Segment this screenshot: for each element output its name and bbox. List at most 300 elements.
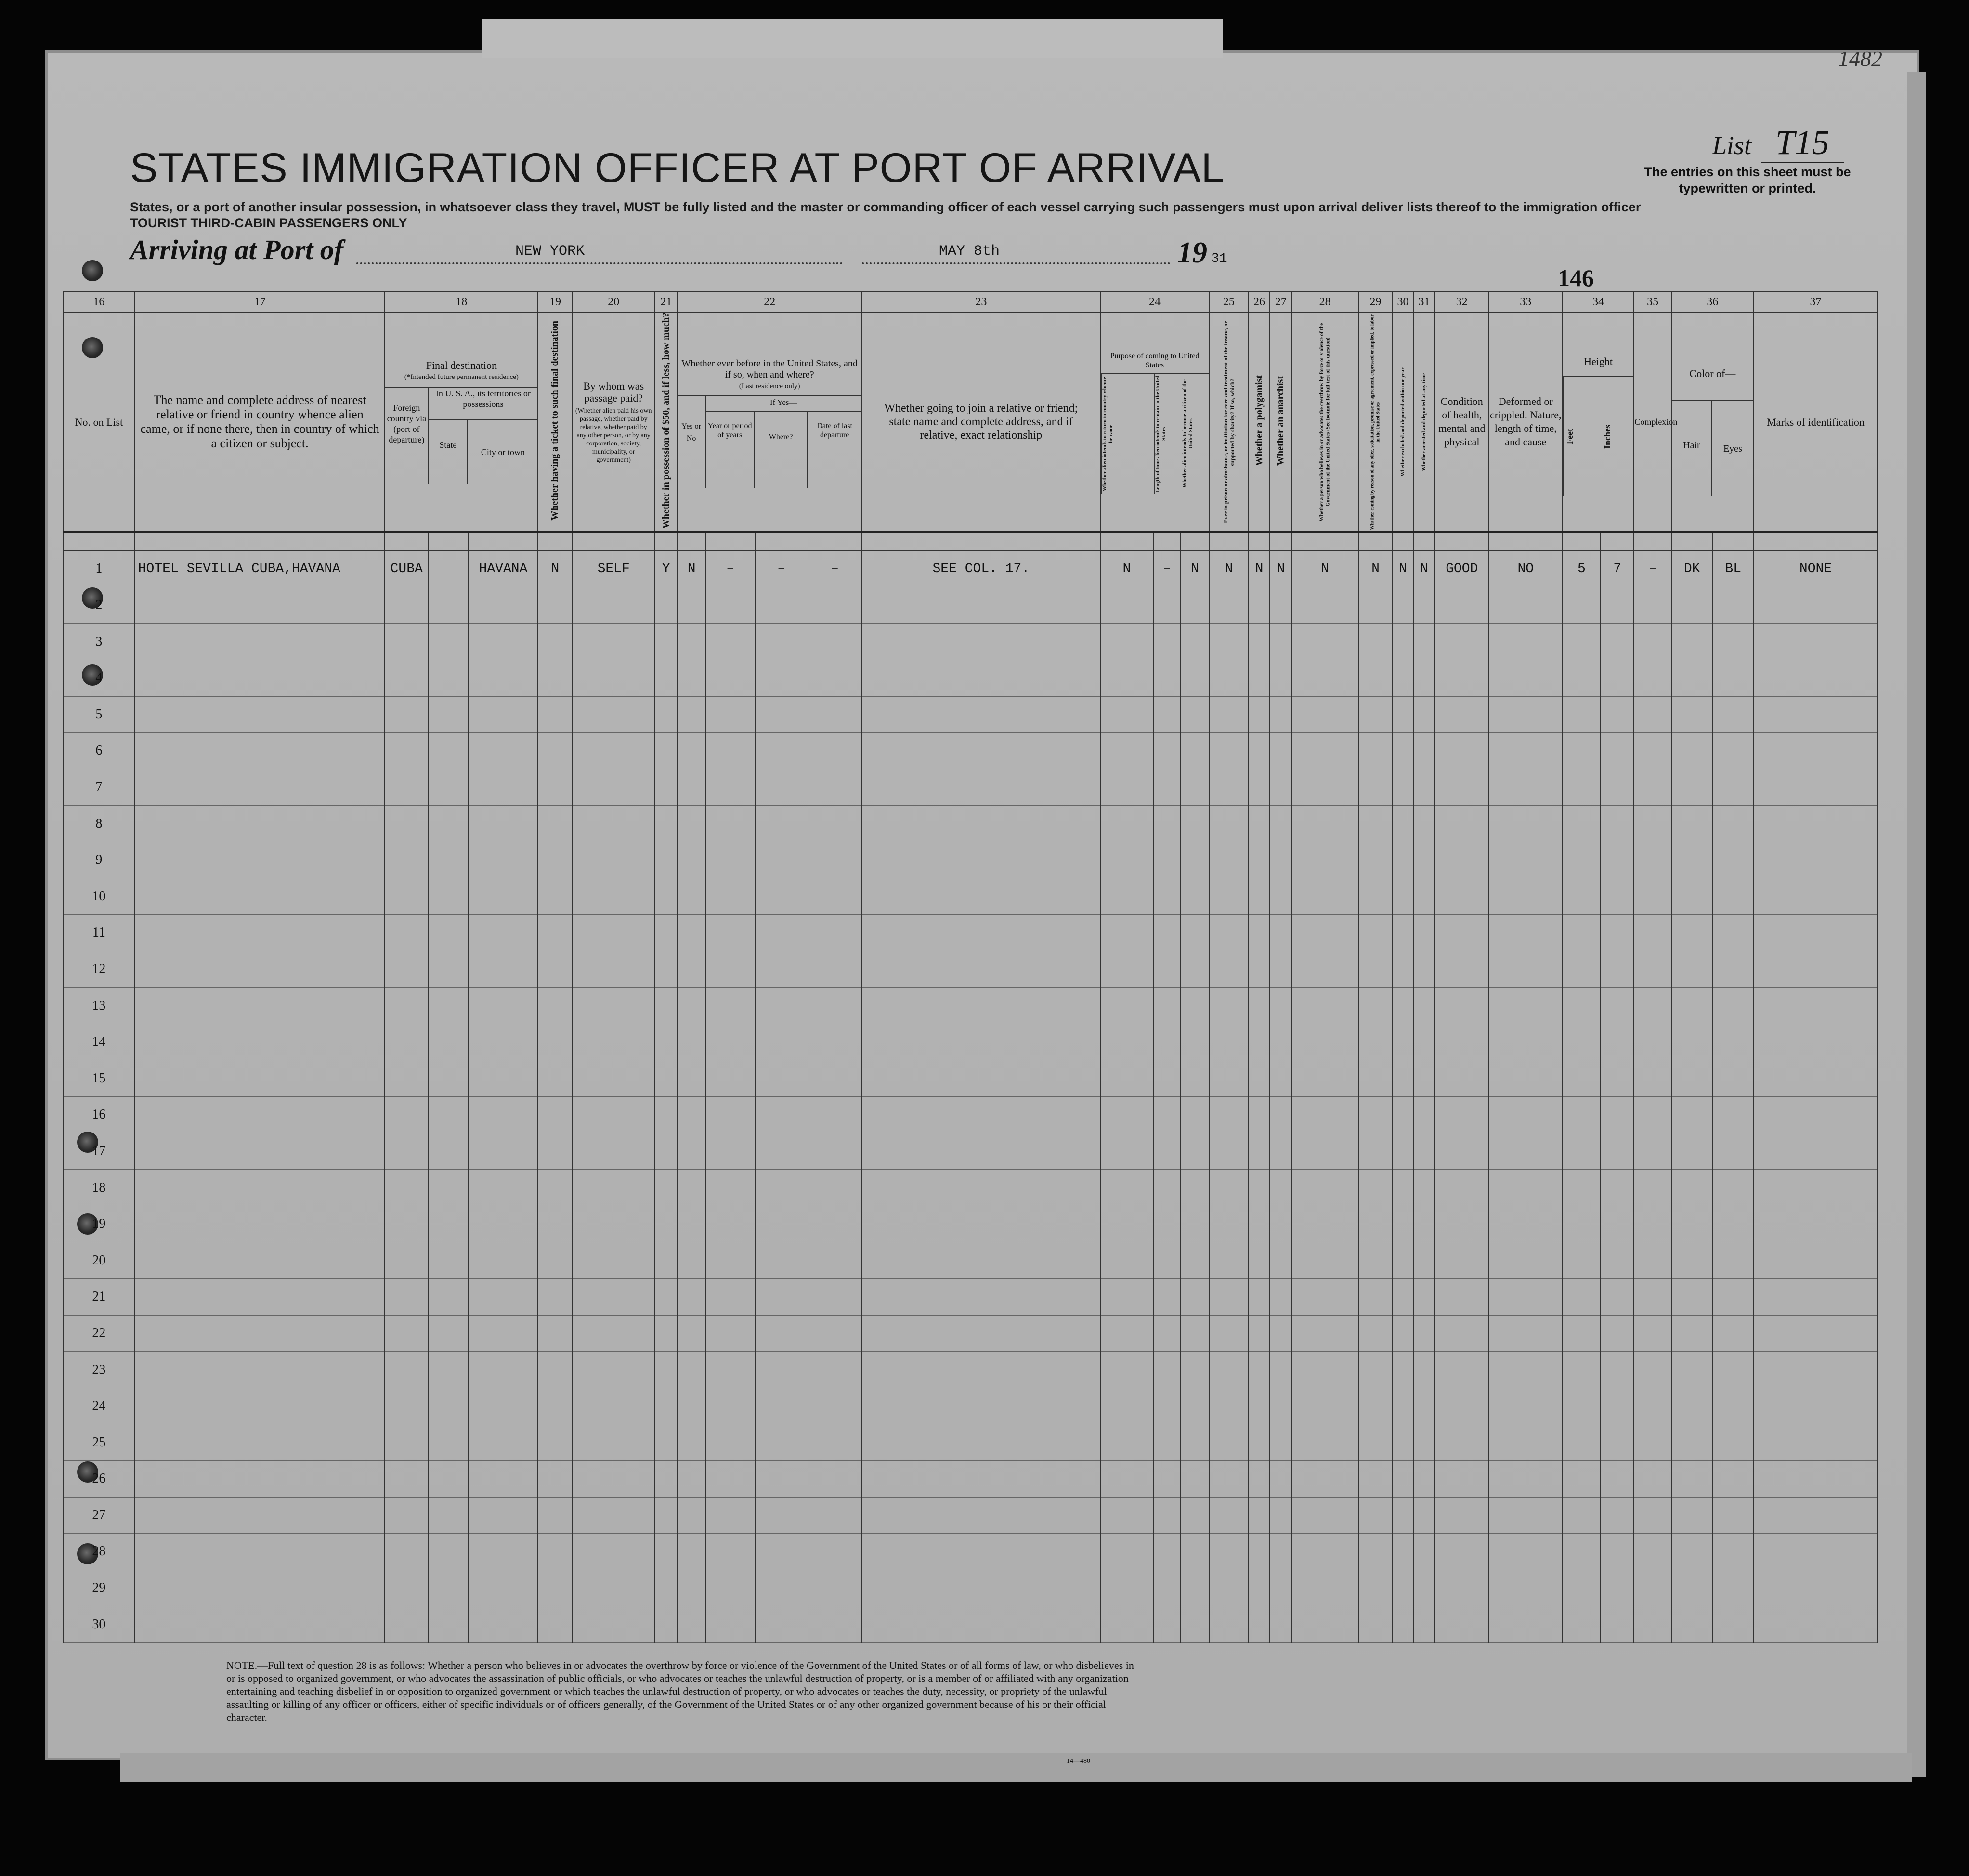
table-row bbox=[63, 1315, 1878, 1352]
empty-cell bbox=[428, 988, 469, 1024]
empty-cell bbox=[1270, 1460, 1291, 1497]
empty-cell bbox=[385, 1460, 428, 1497]
empty-cell bbox=[135, 988, 385, 1024]
empty-cell bbox=[808, 1315, 862, 1352]
empty-cell bbox=[1249, 1424, 1270, 1461]
empty-cell bbox=[1435, 1133, 1489, 1170]
empty-cell bbox=[573, 1170, 655, 1206]
empty-cell bbox=[385, 733, 428, 769]
header-purpose bbox=[1100, 312, 1209, 532]
col-number: 24 bbox=[1100, 292, 1209, 312]
empty-cell bbox=[862, 1133, 1100, 1170]
empty-cell bbox=[1435, 1388, 1489, 1424]
empty-cell bbox=[1100, 915, 1153, 951]
empty-cell bbox=[808, 1024, 862, 1060]
header-text: Whether excluded and deported within one year bbox=[1400, 367, 1406, 477]
empty-cell bbox=[655, 1170, 678, 1206]
empty-cell bbox=[1413, 951, 1435, 988]
empty-cell bbox=[1634, 1388, 1671, 1424]
empty-cell bbox=[1291, 624, 1358, 660]
empty-cell bbox=[1413, 1352, 1435, 1388]
empty-cell bbox=[1601, 1315, 1634, 1352]
empty-cell bbox=[1634, 1315, 1671, 1352]
empty-cell bbox=[469, 1206, 538, 1242]
empty-cell bbox=[538, 1170, 572, 1206]
empty-cell bbox=[538, 660, 572, 696]
empty-cell bbox=[1100, 1606, 1153, 1643]
ticket: N bbox=[538, 550, 572, 587]
empty-cell bbox=[1435, 733, 1489, 769]
empty-cell bbox=[573, 1606, 655, 1643]
empty-cell bbox=[1270, 1279, 1291, 1316]
empty-cell bbox=[1181, 1424, 1209, 1461]
empty-cell bbox=[1270, 1315, 1291, 1352]
empty-cell bbox=[1712, 1060, 1754, 1097]
header-prison bbox=[1209, 312, 1249, 532]
empty-cell bbox=[1209, 878, 1249, 915]
empty-cell bbox=[1489, 660, 1563, 696]
join-relative: SEE COL. 17. bbox=[862, 550, 1100, 587]
port-value: NEW YORK bbox=[515, 243, 585, 260]
empty-cell bbox=[1601, 988, 1634, 1024]
height-feet: 5 bbox=[1563, 550, 1601, 587]
empty-cell bbox=[1754, 1352, 1878, 1388]
header-text: Whether coming by reason of any offer, solicitation, promise or agreement, expressed or implied, to labor in the United States bbox=[1369, 314, 1381, 530]
empty-cell bbox=[1489, 1388, 1563, 1424]
empty-cell bbox=[1181, 878, 1209, 915]
empty-cell bbox=[1209, 733, 1249, 769]
empty-cell bbox=[1153, 988, 1181, 1024]
empty-cell bbox=[755, 1497, 808, 1534]
empty-cell bbox=[1712, 1315, 1754, 1352]
empty-cell bbox=[1634, 878, 1671, 915]
empty-cell bbox=[1712, 587, 1754, 624]
empty-cell bbox=[1601, 915, 1634, 951]
empty-cell bbox=[1270, 1206, 1291, 1242]
header-ticket bbox=[538, 312, 572, 532]
empty-cell bbox=[1489, 1060, 1563, 1097]
col-number: 18 bbox=[385, 292, 538, 312]
header-marks bbox=[1754, 312, 1878, 532]
empty-cell bbox=[1181, 1133, 1209, 1170]
empty-cell bbox=[1153, 878, 1181, 915]
empty-cell bbox=[706, 1279, 755, 1316]
empty-cell bbox=[1249, 1097, 1270, 1133]
column-number-row bbox=[63, 292, 1878, 312]
empty-cell bbox=[1489, 1206, 1563, 1242]
empty-cell bbox=[1100, 951, 1153, 988]
empty-cell bbox=[1563, 1024, 1601, 1060]
column-header-row bbox=[63, 312, 1878, 532]
col-number: 17 bbox=[135, 292, 385, 312]
empty-cell bbox=[678, 1534, 706, 1570]
empty-cell bbox=[706, 1242, 755, 1279]
header-text: Whether a person who believes in or advocates the overthrow by force or violence of the Government of the United States (See footnote for full text of this question) bbox=[1318, 323, 1331, 521]
table-row bbox=[63, 878, 1878, 915]
empty-cell bbox=[1291, 1606, 1358, 1643]
empty-cell bbox=[808, 1424, 862, 1461]
empty-cell bbox=[573, 1352, 655, 1388]
empty-cell bbox=[1413, 915, 1435, 951]
empty-cell bbox=[1393, 587, 1413, 624]
binder-hole bbox=[82, 260, 103, 281]
empty-cell bbox=[1181, 1606, 1209, 1643]
empty-cell bbox=[1181, 988, 1209, 1024]
table-row bbox=[63, 1060, 1878, 1097]
empty-cell bbox=[1291, 587, 1358, 624]
header-text: Hair bbox=[1672, 401, 1712, 496]
empty-cell bbox=[706, 878, 755, 915]
empty-cell bbox=[862, 1170, 1100, 1206]
empty-cell bbox=[1393, 660, 1413, 696]
col-number: 33 bbox=[1489, 292, 1563, 312]
empty-cell bbox=[1249, 1606, 1270, 1643]
empty-cell bbox=[678, 951, 706, 988]
empty-cell bbox=[1754, 842, 1878, 878]
empty-cell bbox=[678, 915, 706, 951]
empty-cell bbox=[573, 587, 655, 624]
empty-cell bbox=[1634, 1570, 1671, 1606]
empty-cell bbox=[1100, 988, 1153, 1024]
empty-cell bbox=[678, 1352, 706, 1388]
empty-cell bbox=[135, 1315, 385, 1352]
foreign-country: CUBA bbox=[385, 550, 428, 587]
empty-cell bbox=[1413, 1206, 1435, 1242]
empty-cell bbox=[1209, 1097, 1249, 1133]
empty-cell bbox=[1291, 660, 1358, 696]
empty-cell bbox=[1634, 842, 1671, 878]
empty-cell bbox=[1291, 842, 1358, 878]
empty-cell bbox=[1489, 696, 1563, 733]
empty-cell bbox=[655, 1352, 678, 1388]
empty-cell bbox=[706, 988, 755, 1024]
empty-cell bbox=[1153, 1460, 1181, 1497]
empty-cell bbox=[1153, 733, 1181, 769]
empty-cell bbox=[1291, 733, 1358, 769]
empty-cell bbox=[1270, 624, 1291, 660]
empty-cell bbox=[428, 915, 469, 951]
empty-cell bbox=[135, 951, 385, 988]
empty-cell bbox=[469, 769, 538, 806]
empty-cell bbox=[538, 806, 572, 842]
empty-cell bbox=[469, 1170, 538, 1206]
empty-cell bbox=[1754, 1242, 1878, 1279]
empty-cell bbox=[538, 1315, 572, 1352]
empty-cell bbox=[1270, 1097, 1291, 1133]
table-row bbox=[63, 1388, 1878, 1424]
empty-cell bbox=[1100, 1534, 1153, 1570]
table-row bbox=[63, 1279, 1878, 1316]
empty-cell bbox=[1393, 1460, 1413, 1497]
excluded: N bbox=[1393, 550, 1413, 587]
empty-cell bbox=[1413, 842, 1435, 878]
empty-cell bbox=[755, 1570, 808, 1606]
header-text: If Yes— bbox=[706, 396, 861, 412]
empty-cell bbox=[1634, 988, 1671, 1024]
empty-cell bbox=[538, 842, 572, 878]
empty-cell bbox=[1712, 842, 1754, 878]
empty-cell bbox=[1489, 1570, 1563, 1606]
empty-cell bbox=[808, 951, 862, 988]
empty-cell bbox=[1489, 1024, 1563, 1060]
header-overthrow bbox=[1291, 312, 1358, 532]
header-arrested bbox=[1413, 312, 1435, 532]
header-spacer bbox=[63, 532, 1878, 551]
empty-cell bbox=[385, 1315, 428, 1352]
empty-cell bbox=[385, 587, 428, 624]
empty-cell bbox=[1249, 1242, 1270, 1279]
row-number: 3 bbox=[63, 624, 135, 660]
empty-cell bbox=[573, 1534, 655, 1570]
empty-cell bbox=[1435, 1024, 1489, 1060]
header-text: Foreign country via (port of departure)— bbox=[385, 388, 429, 484]
empty-cell bbox=[1153, 1497, 1181, 1534]
empty-cell bbox=[655, 1534, 678, 1570]
empty-cell bbox=[573, 806, 655, 842]
empty-cell bbox=[573, 1133, 655, 1170]
empty-cell bbox=[1393, 1206, 1413, 1242]
empty-cell bbox=[1489, 1352, 1563, 1388]
empty-cell bbox=[1634, 624, 1671, 660]
empty-cell bbox=[1100, 1424, 1153, 1461]
header-text: Year or period of years bbox=[706, 412, 755, 488]
empty-cell bbox=[1413, 878, 1435, 915]
empty-cell bbox=[1291, 1024, 1358, 1060]
empty-cell bbox=[655, 1060, 678, 1097]
empty-cell bbox=[1601, 1352, 1634, 1388]
empty-cell bbox=[538, 1060, 572, 1097]
empty-cell bbox=[1435, 878, 1489, 915]
empty-cell bbox=[538, 1024, 572, 1060]
empty-cell bbox=[1671, 878, 1713, 915]
empty-cell bbox=[1754, 951, 1878, 988]
empty-cell bbox=[1712, 1206, 1754, 1242]
row-number: 19 bbox=[63, 1206, 135, 1242]
empty-cell bbox=[469, 1242, 538, 1279]
empty-cell bbox=[1671, 660, 1713, 696]
empty-cell bbox=[755, 1097, 808, 1133]
empty-cell bbox=[1563, 1606, 1601, 1643]
empty-cell bbox=[385, 988, 428, 1024]
empty-cell bbox=[755, 1315, 808, 1352]
empty-cell bbox=[1671, 1133, 1713, 1170]
empty-cell bbox=[678, 587, 706, 624]
empty-cell bbox=[1209, 1133, 1249, 1170]
empty-cell bbox=[755, 733, 808, 769]
empty-cell bbox=[1181, 769, 1209, 806]
empty-cell bbox=[538, 696, 572, 733]
footnote bbox=[226, 1659, 1141, 1724]
header-health bbox=[1435, 312, 1489, 532]
empty-cell bbox=[469, 1352, 538, 1388]
empty-cell bbox=[1209, 1606, 1249, 1643]
empty-cell bbox=[135, 1279, 385, 1316]
empty-cell bbox=[1358, 769, 1393, 806]
empty-cell bbox=[1754, 769, 1878, 806]
empty-cell bbox=[1100, 806, 1153, 842]
table-row bbox=[63, 1206, 1878, 1242]
empty-cell bbox=[1413, 1497, 1435, 1534]
empty-cell bbox=[808, 769, 862, 806]
empty-cell bbox=[1601, 1606, 1634, 1643]
empty-cell bbox=[1181, 696, 1209, 733]
row-number: 17 bbox=[63, 1133, 135, 1170]
empty-cell bbox=[135, 1170, 385, 1206]
empty-cell bbox=[135, 915, 385, 951]
empty-cell bbox=[1153, 1315, 1181, 1352]
empty-cell bbox=[1358, 1279, 1393, 1316]
empty-cell bbox=[428, 1388, 469, 1424]
empty-cell bbox=[1270, 733, 1291, 769]
empty-cell bbox=[755, 624, 808, 660]
row-number: 6 bbox=[63, 733, 135, 769]
year-suffix: 31 bbox=[1211, 251, 1227, 266]
empty-cell bbox=[1754, 660, 1878, 696]
empty-cell bbox=[655, 806, 678, 842]
table-row bbox=[63, 1460, 1878, 1497]
empty-cell bbox=[1270, 1424, 1291, 1461]
empty-cell bbox=[538, 1242, 572, 1279]
empty-cell bbox=[706, 1534, 755, 1570]
empty-cell bbox=[538, 587, 572, 624]
empty-cell bbox=[1712, 1424, 1754, 1461]
empty-cell bbox=[808, 733, 862, 769]
empty-cell bbox=[1489, 951, 1563, 988]
empty-cell bbox=[1601, 842, 1634, 878]
arrested: N bbox=[1413, 550, 1435, 587]
empty-cell bbox=[1489, 1279, 1563, 1316]
empty-cell bbox=[1249, 696, 1270, 733]
empty-cell bbox=[1291, 1497, 1358, 1534]
header-text: Complexion bbox=[1634, 417, 1678, 427]
empty-cell bbox=[538, 951, 572, 988]
empty-cell bbox=[1209, 1170, 1249, 1206]
empty-cell bbox=[862, 733, 1100, 769]
empty-cell bbox=[1100, 1170, 1153, 1206]
empty-cell bbox=[1270, 915, 1291, 951]
empty-cell bbox=[573, 842, 655, 878]
empty-cell bbox=[1209, 842, 1249, 878]
empty-cell bbox=[678, 842, 706, 878]
empty-cell bbox=[469, 1534, 538, 1570]
empty-cell bbox=[1413, 1133, 1435, 1170]
empty-cell bbox=[1489, 733, 1563, 769]
empty-cell bbox=[1291, 1170, 1358, 1206]
empty-cell bbox=[1393, 915, 1413, 951]
empty-cell bbox=[1100, 769, 1153, 806]
empty-cell bbox=[1393, 624, 1413, 660]
empty-cell bbox=[755, 915, 808, 951]
empty-cell bbox=[1671, 1315, 1713, 1352]
empty-cell bbox=[1563, 1352, 1601, 1388]
empty-cell bbox=[1393, 769, 1413, 806]
empty-cell bbox=[862, 1242, 1100, 1279]
polygamist: N bbox=[1249, 550, 1270, 587]
empty-cell bbox=[469, 624, 538, 660]
empty-cell bbox=[1209, 915, 1249, 951]
empty-cell bbox=[1181, 1170, 1209, 1206]
empty-cell bbox=[573, 1024, 655, 1060]
empty-cell bbox=[1209, 1424, 1249, 1461]
empty-cell bbox=[808, 1570, 862, 1606]
empty-cell bbox=[1634, 1606, 1671, 1643]
port-line bbox=[356, 262, 843, 264]
eye-color: BL bbox=[1712, 550, 1754, 587]
empty-cell bbox=[469, 1570, 538, 1606]
empty-cell bbox=[573, 878, 655, 915]
footnote-text: NOTE.—Full text of question 28 is as follows: Whether a person who believes in or advocates the overthrow by force or violence of the Government of the United States or of all forms of law, or who disbelieves in or is opposed to organized government, or who advocates the assassination of public officials, or who advocates or teaches the unlawful destruction of property, or is a member of or affiliated with any organization entertaining and teaching disbelief in or opposition to organized government or which teaches the unlawful destruction of property, or who advocates or teaches the duty, necessity, or propriety of the unlawful assaulting or killing of any officer or officers, either of specific individuals or of officers generally, of the Government of the United States or of any other organized government because of his or their official character. bbox=[226, 1659, 1134, 1723]
empty-cell bbox=[573, 1206, 655, 1242]
empty-cell bbox=[1270, 1133, 1291, 1170]
empty-cell bbox=[1153, 1206, 1181, 1242]
empty-cell bbox=[1358, 1497, 1393, 1534]
empty-cell bbox=[1435, 1570, 1489, 1606]
empty-cell bbox=[1712, 769, 1754, 806]
empty-cell bbox=[706, 1170, 755, 1206]
empty-cell bbox=[1435, 1534, 1489, 1570]
empty-cell bbox=[1249, 1352, 1270, 1388]
empty-cell bbox=[1413, 1170, 1435, 1206]
empty-cell bbox=[1435, 769, 1489, 806]
empty-cell bbox=[538, 1352, 572, 1388]
empty-cell bbox=[1489, 915, 1563, 951]
empty-cell bbox=[1754, 624, 1878, 660]
purpose-citizen: N bbox=[1181, 550, 1209, 587]
header-text: No. on List bbox=[75, 416, 123, 428]
col-number: 30 bbox=[1393, 292, 1413, 312]
empty-cell bbox=[655, 842, 678, 878]
empty-cell bbox=[1209, 624, 1249, 660]
empty-cell bbox=[1413, 806, 1435, 842]
empty-cell bbox=[428, 1206, 469, 1242]
empty-cell bbox=[1181, 842, 1209, 878]
empty-cell bbox=[755, 806, 808, 842]
empty-cell bbox=[1489, 624, 1563, 660]
empty-cell bbox=[1291, 1388, 1358, 1424]
empty-cell bbox=[428, 1170, 469, 1206]
empty-cell bbox=[573, 1279, 655, 1316]
empty-cell bbox=[1181, 587, 1209, 624]
empty-cell bbox=[1435, 1424, 1489, 1461]
empty-cell bbox=[755, 1424, 808, 1461]
empty-cell bbox=[428, 1279, 469, 1316]
empty-cell bbox=[1563, 1206, 1601, 1242]
empty-cell bbox=[1489, 1170, 1563, 1206]
header-text: Condition of health, mental and physical bbox=[1438, 395, 1486, 448]
empty-cell bbox=[428, 660, 469, 696]
empty-cell bbox=[862, 624, 1100, 660]
empty-cell bbox=[1671, 1279, 1713, 1316]
empty-cell bbox=[1100, 587, 1153, 624]
empty-cell bbox=[1291, 1242, 1358, 1279]
empty-cell bbox=[1249, 1570, 1270, 1606]
empty-cell bbox=[385, 1060, 428, 1097]
empty-cell bbox=[1153, 842, 1181, 878]
empty-cell bbox=[862, 587, 1100, 624]
empty-cell bbox=[1712, 1097, 1754, 1133]
empty-cell bbox=[1209, 769, 1249, 806]
empty-cell bbox=[1634, 1279, 1671, 1316]
empty-cell bbox=[385, 806, 428, 842]
table-row bbox=[63, 1497, 1878, 1534]
table-row bbox=[63, 1242, 1878, 1279]
empty-cell bbox=[1712, 696, 1754, 733]
empty-cell bbox=[755, 1060, 808, 1097]
empty-cell bbox=[135, 806, 385, 842]
header-text: Whether arrested and deported at any time bbox=[1421, 373, 1427, 471]
header-relative-address bbox=[135, 312, 385, 532]
empty-cell bbox=[655, 1424, 678, 1461]
